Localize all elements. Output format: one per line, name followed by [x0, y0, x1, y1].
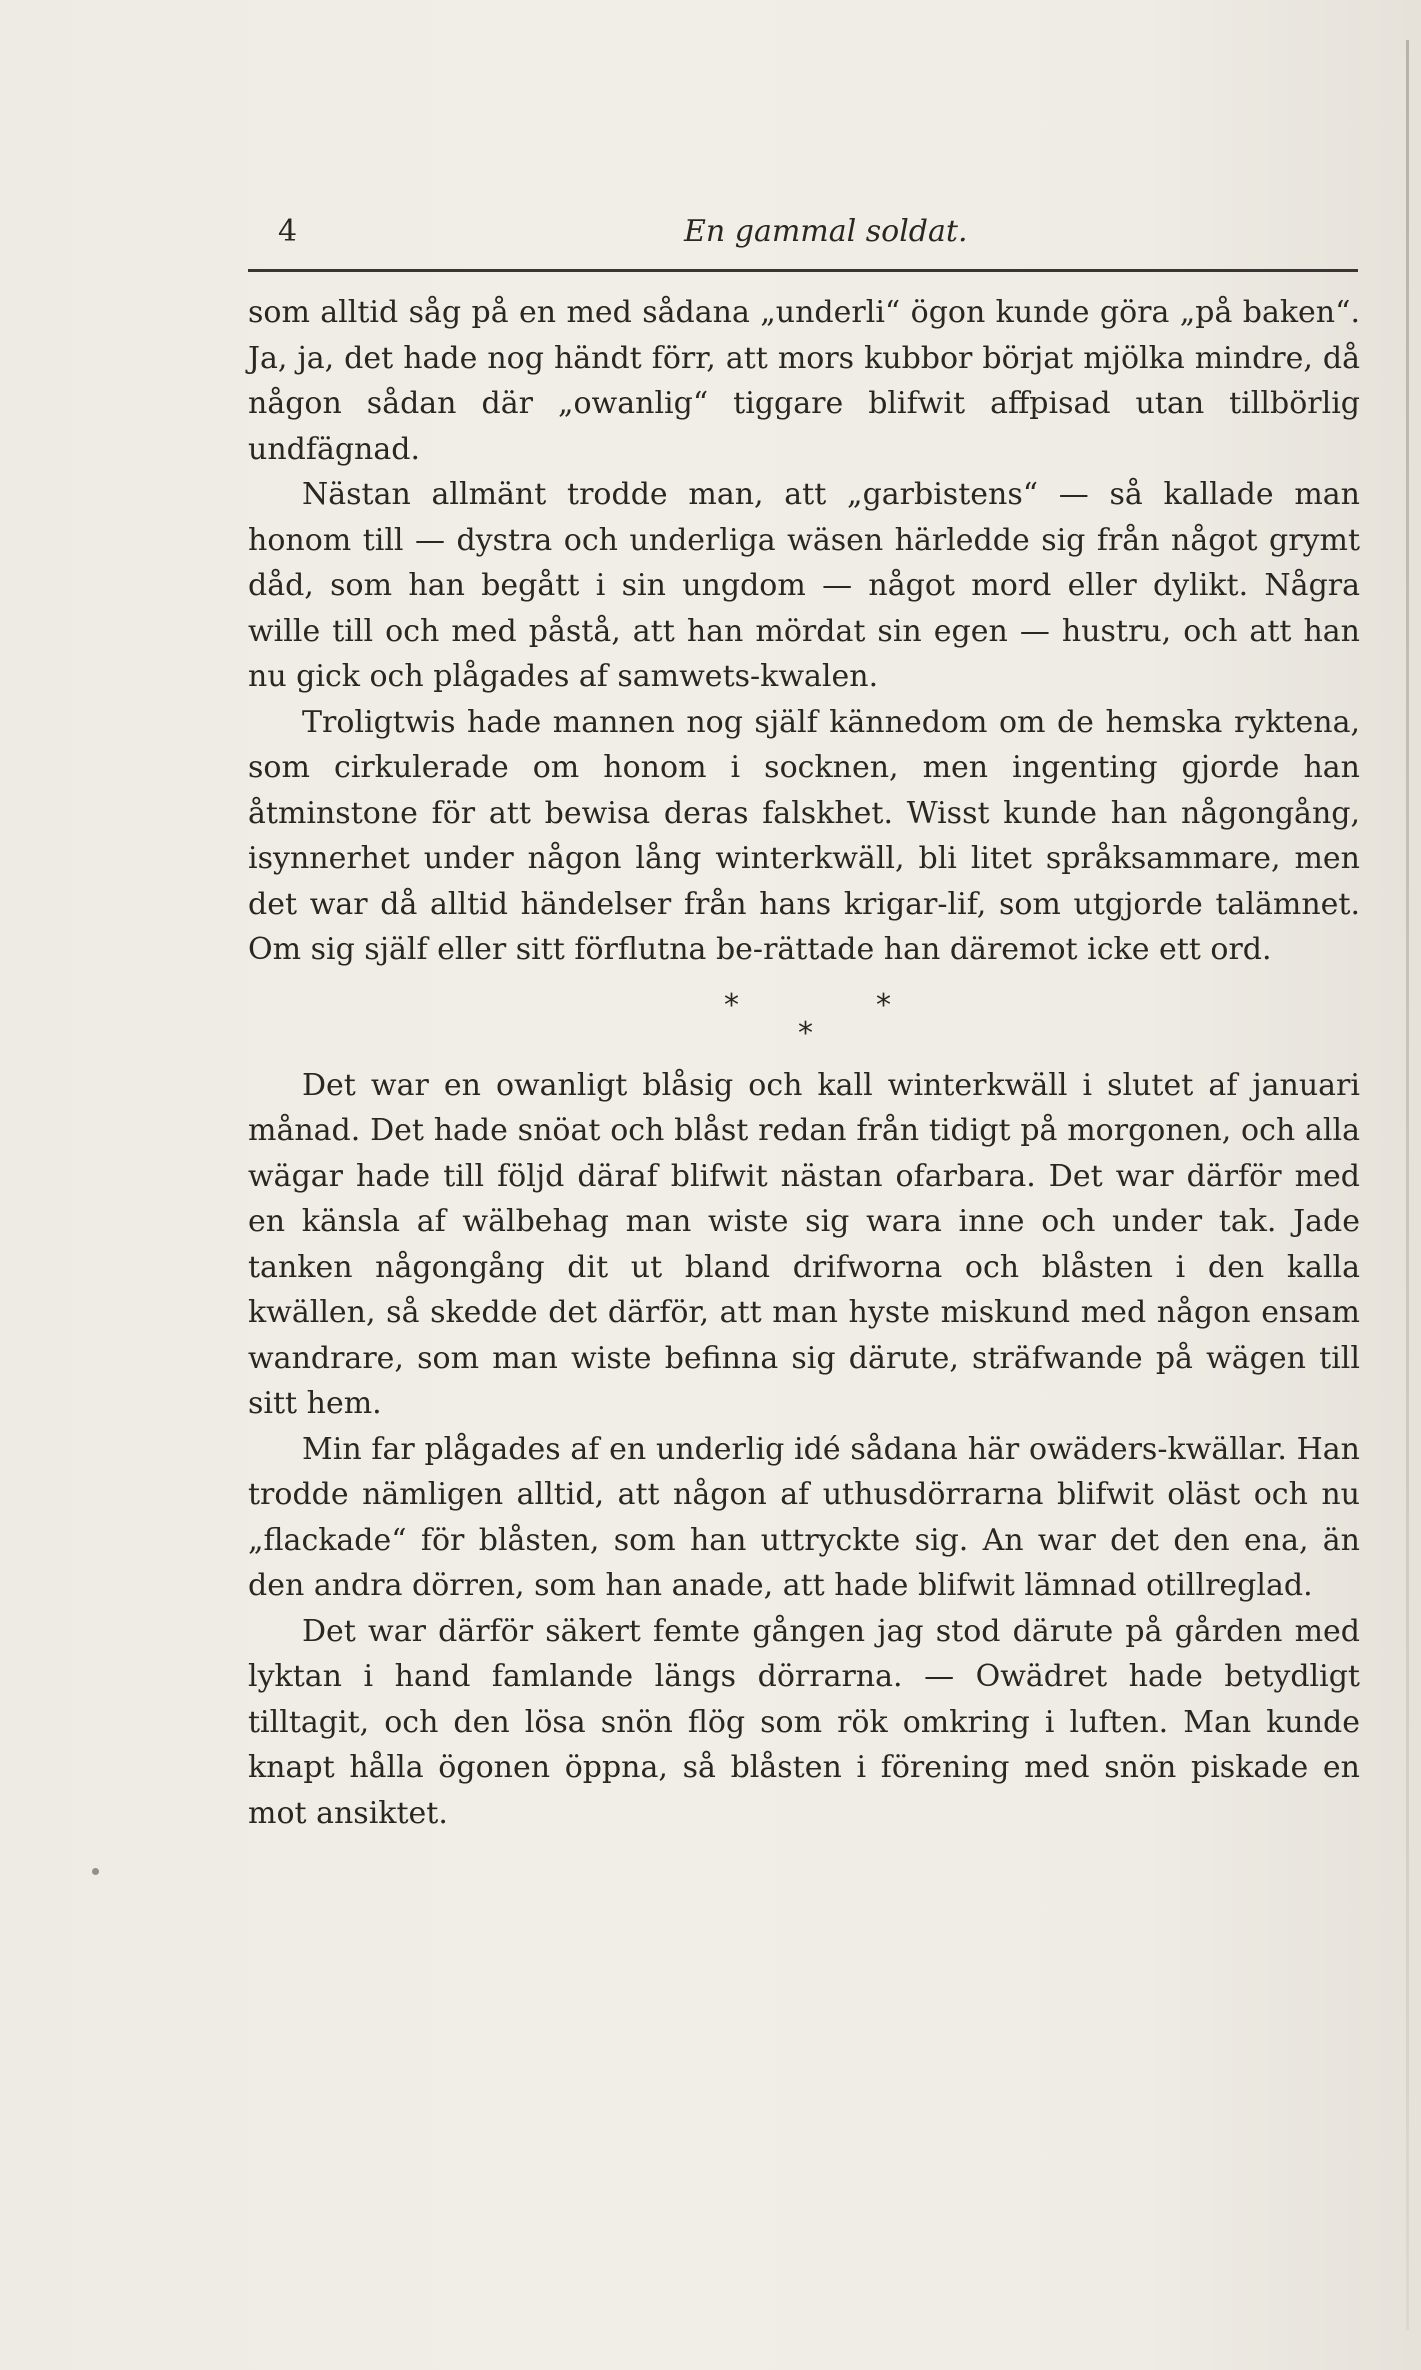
paragraph: Det war en owanligt blåsig och kall winterkwäll i slutet af januari månad. Det hade snöat och blåst redan från tidigt på morgonen, och alla wägar hade till följd däraf blifwit nästan ofarbara. Det war därför med en känsla af wälbehag man wiste sig wara inne och under tak. Jade tanken någongång dit ut bland drifworna och blåsten i den kalla kwällen, så skedde det därför, att man hyste miskund med någon ensam wandrare, som man wiste befinna sig därute, sträfwande på wägen till sitt hem. [248, 1067, 1360, 1421]
section-separator [248, 973, 1360, 1063]
page-header [248, 200, 1358, 260]
paragraph: som alltid såg på en med sådana „underli“ ögon kunde göra „på baken“. Ja, ja, det hade nog händt förr, att mors kubbor börjat mjölka mindre, då någon sådan där „owanlig“ tiggare blifwit affpisad utan tillbörlig undfägnad. [248, 295, 1360, 467]
paragraph: Min far plågades af en underlig idé sådana här owäders-kwällar. Han trodde nämligen alltid, att någon af uthusdörrarna blifwit oläst och nu „flackade“ för blåsten, som han uttryckte sig. An war det den ena, än den andra dörren, som han anade, att hade blifwit lämnad otillreglad. [248, 1431, 1360, 1603]
asterisk-separator: * [724, 987, 739, 1023]
paragraph: Nästan allmänt trodde man, att „garbistens“ — så kallade man honom till — dystra och underliga wäsen härledde sig från något grymt dåd, som han begått i sin ungdom — något mord eller dylikt. Några wille till och med påstå, att han mördat sin egen — hustru, och att han nu gick och plågades af samwets-kwalen. [248, 477, 1360, 694]
asterisk-separator: * [798, 1015, 813, 1051]
asterisk-separator: * [876, 987, 891, 1023]
body-text [248, 290, 1360, 1836]
paragraph: Troligtwis hade mannen nog själf kännedom om de hemska ryktena, som cirkulerade om honom i socknen, men ingenting gjorde han åtminstone för att bewisa deras falskhet. Wisst kunde han någongång, isynnerhet under någon lång winterkwäll, bli litet språksammare, men det war då alltid händelser från hans krigar-lif, som utgjorde talämnet. Om sig själf eller sitt förflutna be-rättade han däremot icke ett ord. [248, 704, 1360, 967]
header-rule [248, 269, 1358, 272]
page-edge-shadow [1406, 40, 1409, 2330]
page-number: 4 [278, 214, 298, 249]
paragraph: Det war därför säkert femte gången jag stod därute på gården med lyktan i hand famlande längs dörrarna. — Owädret hade betydligt tilltagit, och den lösa snön flög som rök omkring i luften. Man kunde knapt hålla ögonen öppna, så blåsten i förening med snön piskade en mot ansiktet. [248, 1613, 1360, 1831]
print-speck [92, 1868, 99, 1875]
running-title: En gammal soldat. [684, 214, 968, 249]
